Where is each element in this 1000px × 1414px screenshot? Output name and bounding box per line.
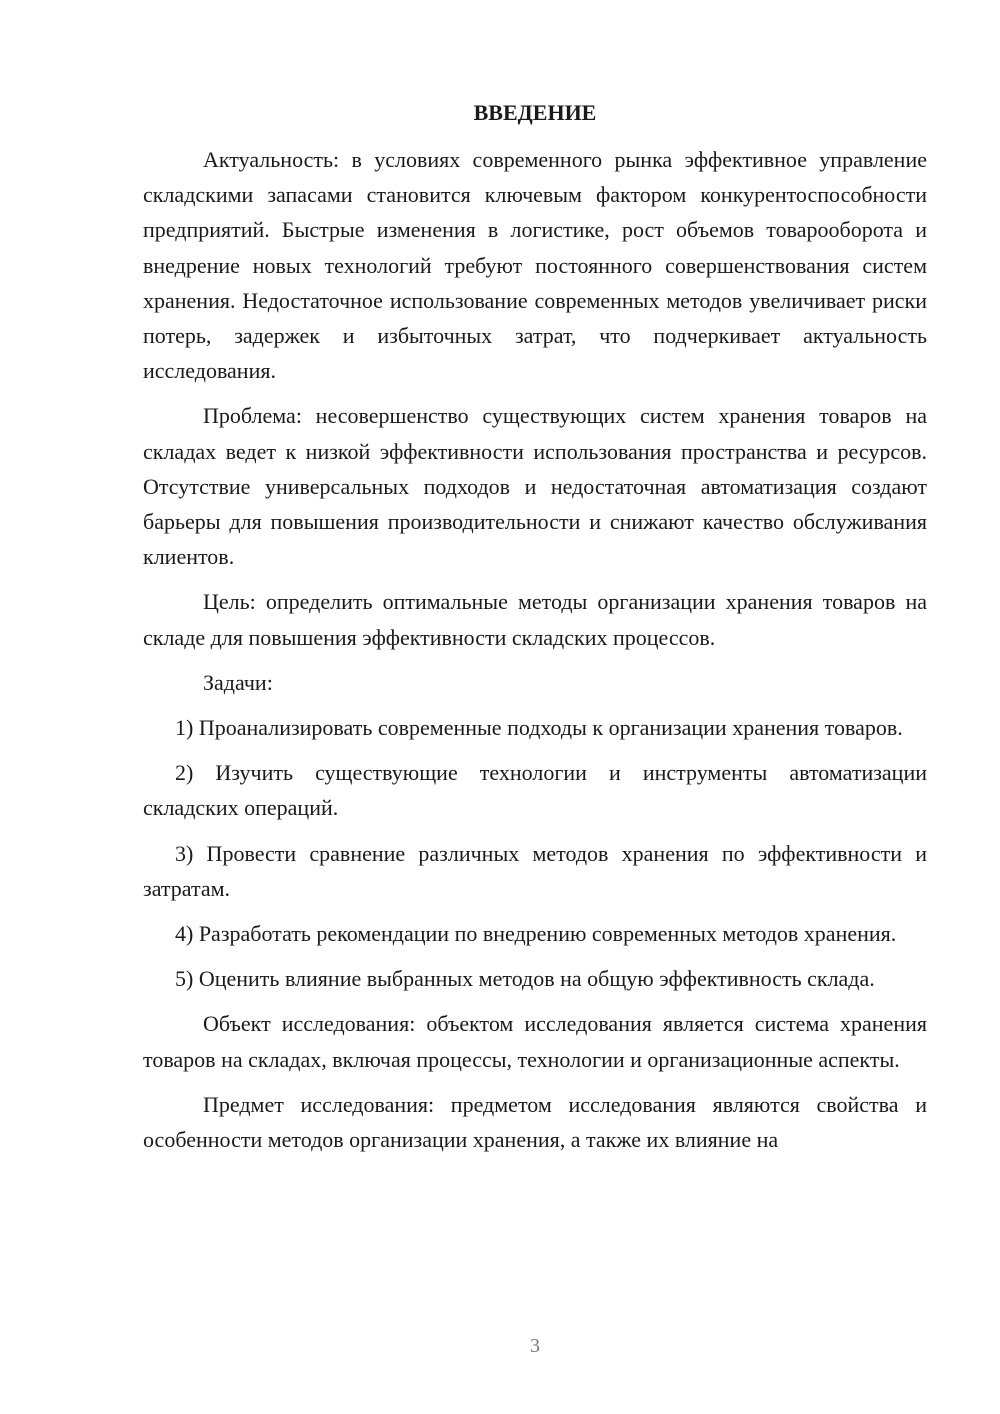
page-content xyxy=(143,95,927,1167)
object-paragraph: Объект исследования: объектом исследования является система хранения товаров на складах, включая процессы, технологии и организационные аспекты. xyxy=(143,1011,927,1072)
problem-paragraph: Проблема: несовершенство существующих систем хранения товаров на складах ведет к низкой эффективности использования пространства и ресурсов. Отсутствие универсальных подходов и недостаточная автоматизация создают барьеры для повышения производительности и снижают качество обслуживания клиентов. xyxy=(143,403,927,570)
task-item: 1) Проанализировать современные подходы к организации хранения товаров. xyxy=(175,715,903,741)
goal-paragraph: Цель: определить оптимальные методы организации хранения товаров на складе для повышения эффективности складских процессов. xyxy=(143,589,927,650)
section-heading: ВВЕДЕНИЕ xyxy=(473,100,597,125)
subject-paragraph: Предмет исследования: предметом исследования являются свойства и особенности методов организации хранения, а также их влияние на xyxy=(143,1091,927,1153)
page-number: 3 xyxy=(530,1335,540,1357)
task-item: 3) Провести сравнение различных методов хранения по эффективности и затратам. xyxy=(143,840,927,901)
tasks-label: Задачи: xyxy=(203,669,273,695)
task-item: 2) Изучить существующие технологии и инструменты автоматизации складских операций. xyxy=(143,760,927,821)
task-item: 5) Оценить влияние выбранных методов на общую эффективность склада. xyxy=(175,966,875,992)
relevance-paragraph: Актуальность: в условиях современного рынка эффективное управление складскими запасами становится ключевым фактором конкурентоспособности предприятий. Быстрые изменения в логистике, рост объемов товарооборота и внедрение новых технологий требуют постоянного совершенствования систем хранения. Недостаточное использование современных методов увеличивает риски потерь, задержек и избыточных затрат, что подчеркивает актуальность исследования. xyxy=(143,147,927,384)
task-item: 4) Разработать рекомендации по внедрению современных методов хранения. xyxy=(175,921,897,947)
